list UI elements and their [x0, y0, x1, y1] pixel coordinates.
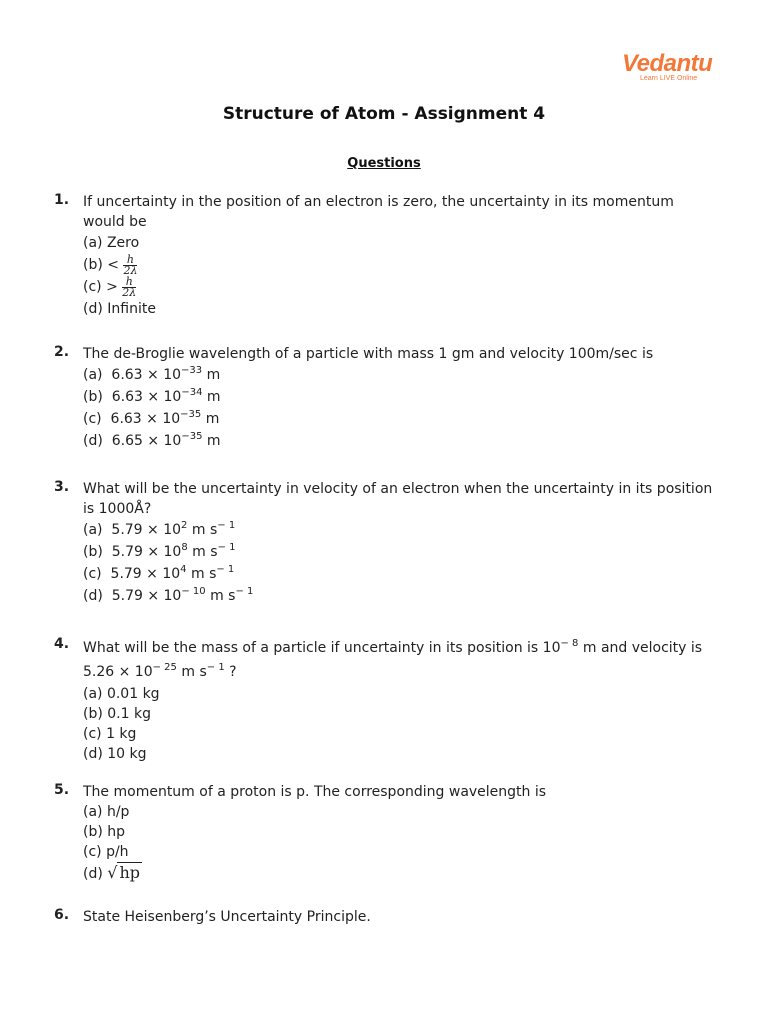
option-value: 6.63 × 10 — [110, 411, 181, 427]
unit: m s — [190, 566, 217, 582]
question-1 — [54, 192, 714, 320]
option-d — [83, 430, 714, 452]
option-value: 6.63 × 10 — [111, 367, 182, 383]
unit: m — [206, 433, 221, 449]
fraction-numerator: h — [126, 252, 134, 266]
exponent: − 1 — [206, 662, 225, 673]
unit-exponent: − 1 — [217, 542, 236, 553]
sqrt-argument: hp — [119, 863, 141, 882]
exponent: 2 — [181, 520, 188, 531]
question-stem: The momentum of a proton is p. The corresponding wavelength is — [83, 784, 547, 800]
fraction-numerator: h — [125, 274, 133, 288]
option-b: (b) 0.1 kg — [83, 706, 151, 722]
exponent: −35 — [180, 409, 202, 420]
option-a: (a) 0.01 kg — [83, 686, 160, 702]
stem-text: What will be the mass of a particle if uncertainty in its position is 10 — [83, 640, 561, 656]
square-root — [107, 862, 142, 882]
option-label: (d) — [83, 433, 103, 449]
exponent: − 25 — [152, 662, 177, 673]
option-a — [83, 364, 714, 386]
option-b — [83, 541, 714, 563]
question-2 — [54, 344, 714, 452]
stem-text: m and velocity is 5.26 × 10 — [83, 640, 703, 680]
fraction — [123, 252, 138, 277]
option-b: (b) hp — [83, 824, 126, 840]
option-value: 6.65 × 10 — [111, 433, 182, 449]
option-a: (a) Zero — [83, 235, 140, 251]
logo-tagline: Learn LIVE Online — [640, 75, 698, 82]
stem-text: ? — [224, 664, 237, 680]
question-stem: If uncertainty in the position of an electron is zero, the uncertainty in its momentum would be — [83, 194, 674, 230]
option-d — [83, 862, 714, 885]
option-label: (a) — [83, 522, 103, 538]
option-a: (a) h/p — [83, 804, 130, 820]
option-label: (c) — [83, 566, 102, 582]
option-d: (d) Infinite — [83, 301, 156, 317]
option-c: (c) 1 kg — [83, 726, 137, 742]
question-stem: State Heisenberg’s Uncertainty Principle. — [83, 909, 371, 925]
option-value: 5.79 × 10 — [111, 522, 182, 538]
fraction-denominator: 2λ — [123, 263, 138, 277]
option-label: (b) — [83, 544, 103, 560]
option-c — [83, 563, 714, 585]
section-heading: Questions — [347, 156, 421, 171]
unit-exponent: − 1 — [217, 520, 236, 531]
unit-exponent: − 1 — [235, 586, 254, 597]
logo-wordmark: Vedantu — [622, 50, 713, 77]
exponent: −33 — [181, 365, 203, 376]
option-label: (b) — [83, 389, 103, 405]
question-5 — [54, 782, 714, 885]
greater-than-symbol: > — [106, 279, 118, 295]
option-label: (c) — [83, 279, 102, 295]
option-label: (c) — [83, 411, 102, 427]
exponent: − 8 — [560, 638, 579, 649]
question-stem: The de-Broglie wavelength of a particle with mass 1 gm and velocity 100m/sec is — [83, 346, 654, 362]
option-c — [83, 408, 714, 430]
stem-text: m s — [176, 664, 207, 680]
option-b — [83, 254, 714, 276]
question-number: 1. — [54, 192, 70, 208]
option-value: 5.79 × 10 — [111, 544, 182, 560]
question-number: 2. — [54, 344, 70, 360]
option-label: (a) — [83, 367, 103, 383]
option-d: (d) 10 kg — [83, 746, 147, 762]
unit: m s — [210, 588, 236, 604]
option-d — [83, 585, 714, 607]
exponent: 4 — [180, 564, 187, 575]
option-label: (d) — [83, 866, 103, 882]
vedantu-logo — [622, 52, 712, 82]
unit: m — [206, 389, 221, 405]
question-4 — [54, 636, 714, 764]
option-label: (b) — [83, 257, 103, 273]
unit-exponent: − 1 — [216, 564, 235, 575]
exponent: −35 — [181, 431, 203, 442]
sqrt-symbol: √ — [107, 863, 118, 882]
unit: m — [205, 411, 220, 427]
question-number: 6. — [54, 907, 70, 923]
option-a — [83, 519, 714, 541]
option-value: 6.63 × 10 — [111, 389, 182, 405]
unit: m s — [192, 544, 218, 560]
question-3 — [54, 479, 714, 607]
fraction-denominator: 2λ — [122, 285, 137, 299]
option-c: (c) p/h — [83, 844, 129, 860]
question-6 — [54, 907, 714, 927]
option-value: 5.79 × 10 — [111, 588, 182, 604]
exponent: − 10 — [181, 586, 206, 597]
unit: m — [206, 367, 221, 383]
unit: m s — [191, 522, 218, 538]
exponent: −34 — [181, 387, 203, 398]
question-stem — [83, 636, 714, 684]
option-b — [83, 386, 714, 408]
option-c — [83, 276, 714, 298]
option-value: 5.79 × 10 — [110, 566, 181, 582]
question-number: 4. — [54, 636, 70, 652]
question-number: 3. — [54, 479, 70, 495]
exponent: 8 — [181, 542, 188, 553]
option-label: (d) — [83, 588, 103, 604]
fraction — [122, 274, 137, 299]
page-title: Structure of Atom - Assignment 4 — [222, 104, 546, 124]
less-than-symbol: < — [107, 257, 119, 273]
question-number: 5. — [54, 782, 70, 798]
question-stem: What will be the uncertainty in velocity of an electron when the uncertainty in its position is 1000Å? — [83, 481, 713, 517]
